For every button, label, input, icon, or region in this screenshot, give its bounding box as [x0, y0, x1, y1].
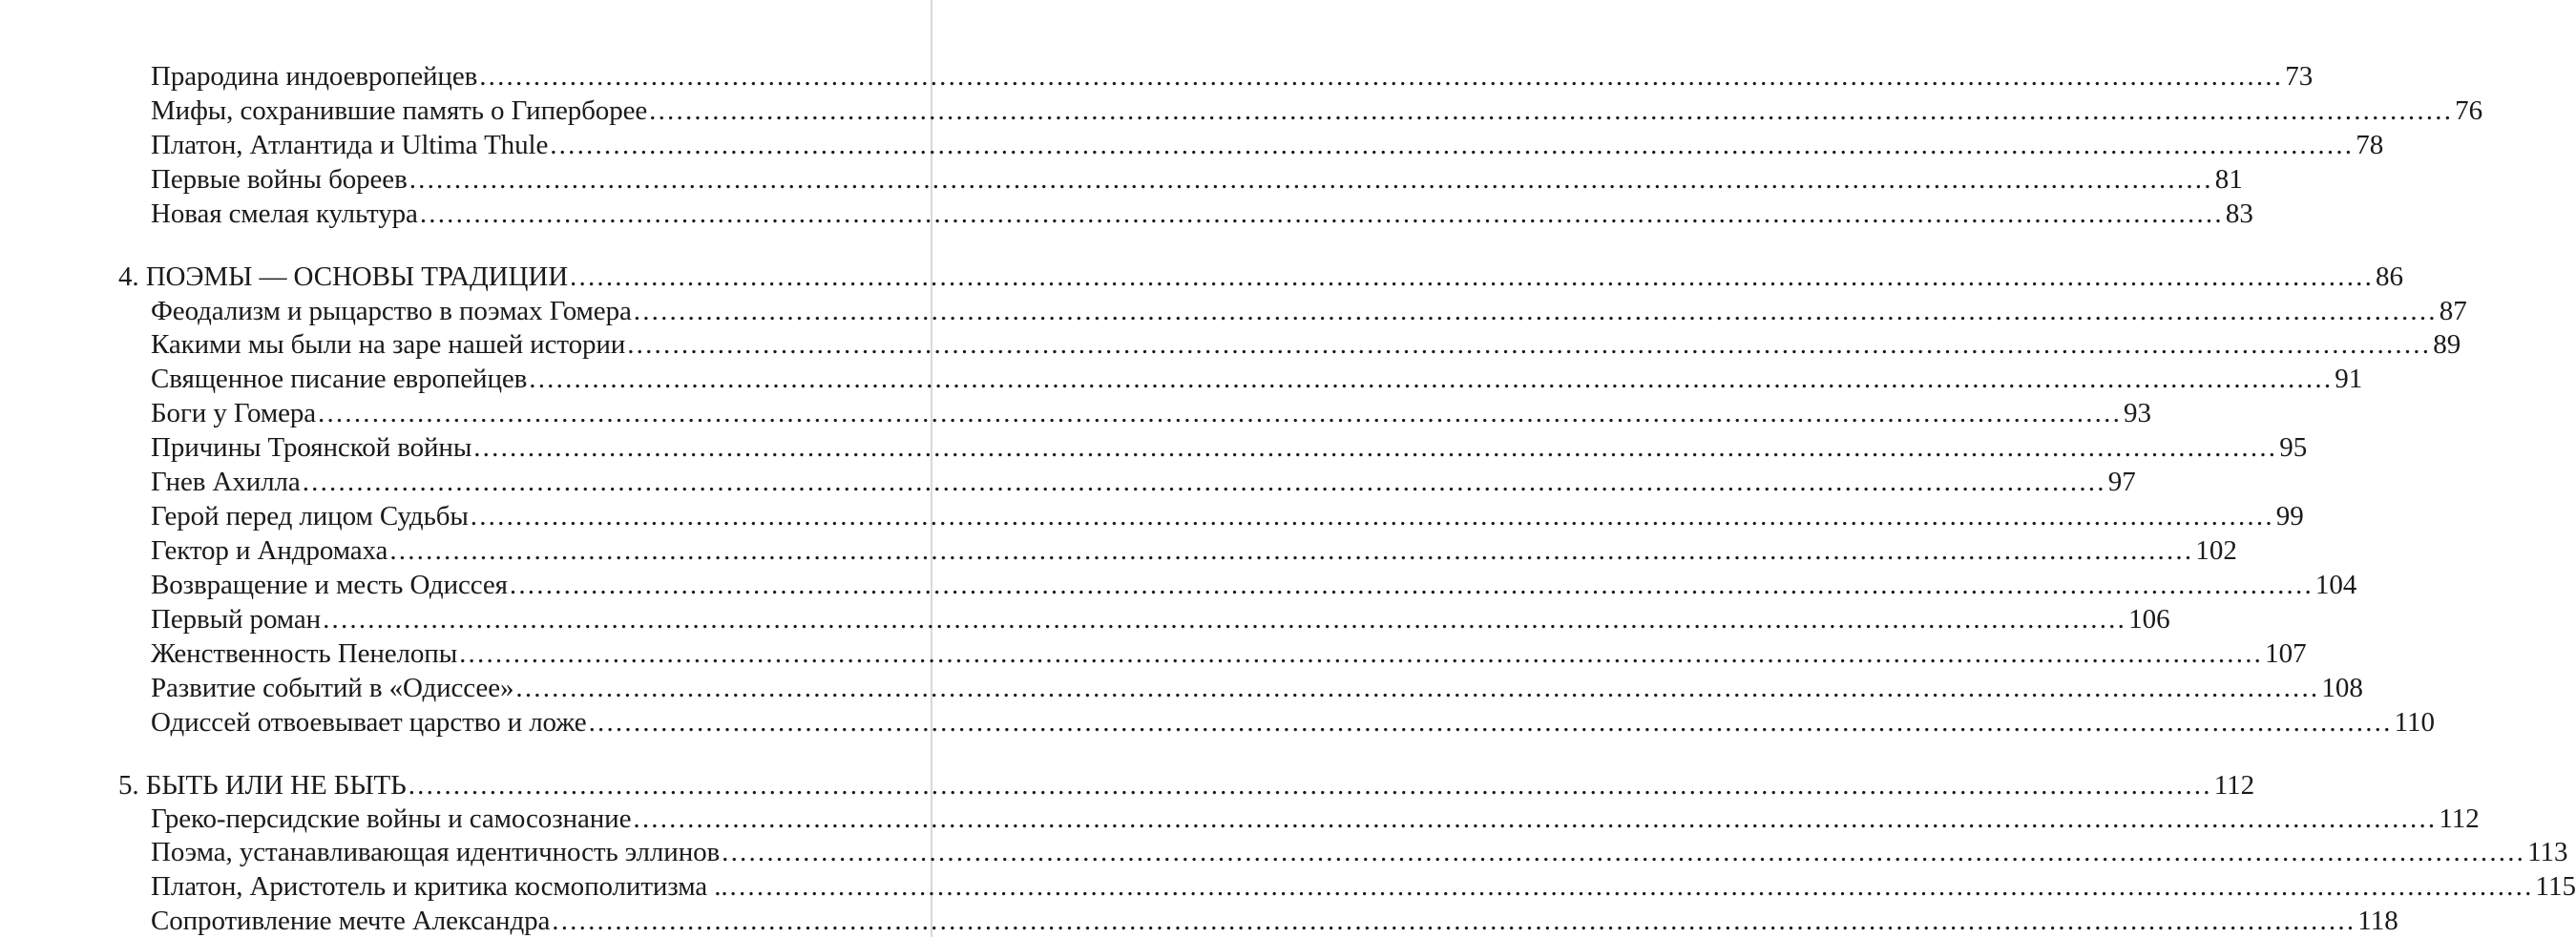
toc-entry-title: Одиссей отвоевывает царство и ложе	[151, 707, 587, 738]
toc-entry-title: Боги у Гомера	[151, 398, 317, 428]
toc-dot-leader: ........................................................................................................................................................................................................	[633, 296, 2438, 326]
toc-page-number: 87	[2439, 296, 2467, 326]
toc-entry-title: Первый роман	[151, 604, 322, 635]
toc-row[interactable]	[151, 869, 2576, 904]
toc-row[interactable]	[151, 465, 2136, 499]
toc-entry-title: Мифы, сохранившие память о Гиперборее	[151, 95, 648, 126]
toc-row[interactable]	[151, 294, 2467, 328]
toc-row[interactable]	[151, 197, 2253, 231]
toc-row[interactable]	[151, 362, 2363, 396]
toc-dot-leader: ........................................................................................................................................................................................................	[550, 130, 2355, 160]
toc-page-number: 104	[2314, 570, 2357, 600]
toc-row[interactable]	[151, 128, 2384, 162]
toc-dot-leader: ........................................................................................................................................................................................................	[529, 364, 2334, 394]
toc-entry-title: Гнев Ахилла	[151, 467, 301, 497]
toc-dot-leader: ........................................................................................................................................................................................................	[722, 837, 2526, 867]
toc-entry-title: Платон, Атлантида и Ultima Thule	[151, 130, 549, 160]
toc-dot-leader: ........................................................................................................................................................................................................	[473, 432, 2278, 463]
toc-row[interactable]	[151, 671, 2363, 705]
toc-page-number: 83	[2225, 198, 2253, 229]
toc-dot-leader: ........................................................................................................................................................................................................	[459, 638, 2264, 669]
toc-entry-title: Какими мы были на заре нашей истории	[151, 329, 626, 360]
toc-page-number: 89	[2433, 329, 2461, 360]
toc-entry-title: Сопротивление мечте Александра	[151, 906, 551, 936]
toc-chapter-title: 5. БЫТЬ ИЛИ НЕ БЫТЬ	[118, 770, 407, 801]
toc-page-number: 91	[2335, 364, 2363, 394]
toc-page-number: 73	[2285, 61, 2314, 92]
toc-chapter-row[interactable]	[118, 768, 2255, 803]
toc-row[interactable]	[151, 835, 2568, 869]
toc-row[interactable]	[151, 396, 2152, 430]
toc-dot-leader: ........................................................................................................................................................................................................	[729, 871, 2534, 902]
toc-row[interactable]	[151, 802, 2480, 836]
toc-entry-title: Платон, Аристотель и критика космополитизма ..	[151, 871, 728, 902]
toc-dot-leader: ........................................................................................................................................................................................................	[408, 770, 2212, 801]
toc-dot-leader: ........................................................................................................................................................................................................	[479, 61, 2284, 92]
toc-chapter-row[interactable]	[118, 260, 2404, 294]
toc-entry-title: Гектор и Андромаха	[151, 535, 388, 566]
toc-page-number: 81	[2214, 164, 2243, 195]
toc-entry-title: Причины Троянской войны	[151, 432, 472, 463]
toc-page-number: 110	[2394, 707, 2436, 738]
toc-row[interactable]	[151, 430, 2308, 465]
toc-page-number: 108	[2321, 673, 2363, 703]
toc-page-number: 118	[2357, 906, 2398, 936]
toc-dot-leader: ........................................................................................................................................................................................................	[649, 95, 2454, 126]
toc-row[interactable]	[151, 499, 2304, 533]
toc-row[interactable]	[151, 602, 2170, 636]
toc-entry-title: Женственность Пенелопы	[151, 638, 458, 669]
toc-page-number: 107	[2265, 638, 2307, 669]
toc-page-number: 86	[2376, 261, 2404, 292]
toc-dot-leader: ........................................................................................................................................................................................................	[515, 673, 2320, 703]
toc-dot-leader: ........................................................................................................................................................................................................	[570, 261, 2375, 292]
toc-page-number: 115	[2535, 871, 2576, 902]
toc-chapter-title: 4. ПОЭМЫ — ОСНОВЫ ТРАДИЦИИ	[118, 261, 569, 292]
toc-page-number: 93	[2124, 398, 2152, 428]
toc-row[interactable]	[151, 94, 2483, 128]
toc-dot-leader: ........................................................................................................................................................................................................	[389, 535, 2194, 566]
toc-entry-title: Греко-персидские войны и самосознание	[151, 803, 632, 834]
toc-page-number: 97	[2107, 467, 2136, 497]
toc-dot-leader: ........................................................................................................................................................................................................	[627, 329, 2432, 360]
toc-entry-title: Развитие событий в «Одиссее»	[151, 673, 514, 703]
toc-row[interactable]	[151, 59, 2314, 94]
toc-page-number: 106	[2128, 604, 2170, 635]
toc-dot-leader: ........................................................................................................................................................................................................	[633, 803, 2438, 834]
toc-page-number: 78	[2356, 130, 2384, 160]
toc-dot-leader: ........................................................................................................................................................................................................	[588, 707, 2393, 738]
toc-entry-title: Герой перед лицом Судьбы	[151, 501, 469, 532]
toc-dot-leader: ........................................................................................................................................................................................................	[509, 570, 2314, 600]
toc-dot-leader: ........................................................................................................................................................................................................	[323, 604, 2127, 635]
toc-page-number: 102	[2195, 535, 2237, 566]
toc-page-number: 95	[2279, 432, 2308, 463]
toc-dot-leader: ........................................................................................................................................................................................................	[408, 164, 2213, 195]
toc-row[interactable]	[151, 568, 2357, 602]
toc-entry-title: Феодализм и рыцарство в поэмах Гомера	[151, 296, 632, 326]
toc-row[interactable]	[151, 904, 2398, 938]
toc-page-number: 113	[2527, 837, 2568, 867]
toc-row[interactable]	[151, 636, 2307, 671]
toc-row[interactable]	[151, 327, 2461, 362]
toc-entry-title: Поэма, устанавливающая идентичность эллинов	[151, 837, 721, 867]
toc-dot-leader: ........................................................................................................................................................................................................	[302, 467, 2106, 497]
toc-entry-title: Первые войны бореев	[151, 164, 408, 195]
toc-dot-leader: ........................................................................................................................................................................................................	[552, 906, 2356, 936]
toc-dot-leader: ........................................................................................................................................................................................................	[470, 501, 2274, 532]
toc-dot-leader: ........................................................................................................................................................................................................	[419, 198, 2224, 229]
toc-row[interactable]	[151, 533, 2237, 568]
toc-page-number: 99	[2275, 501, 2304, 532]
toc-dot-leader: ........................................................................................................................................................................................................	[318, 398, 2123, 428]
toc-entry-title: Священное писание европейцев	[151, 364, 528, 394]
toc-page-number: 76	[2455, 95, 2483, 126]
toc-page-number: 112	[2213, 770, 2255, 801]
toc-entry-title: Новая смелая культура	[151, 198, 418, 229]
toc-row[interactable]	[151, 162, 2243, 197]
toc-page-number: 112	[2439, 803, 2480, 834]
toc-entry-title: Возвращение и месть Одиссея	[151, 570, 508, 600]
toc-row[interactable]	[151, 705, 2436, 740]
toc-entry-title: Прародина индоевропейцев	[151, 61, 478, 92]
